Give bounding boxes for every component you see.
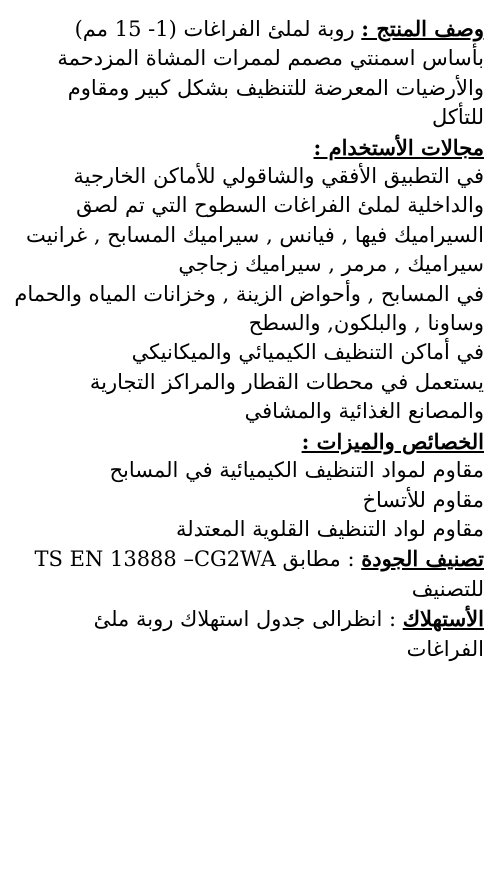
quality-heading: تصنيف الجودة	[361, 546, 484, 572]
usage-paragraph: في المسابح , وأحواض الزينة , وخزانات المياه والحمام وساونا , والبلكون, والسطح	[14, 281, 484, 336]
usage-paragraph: يستعمل في محطات القطار والمراكز التجارية والمصانع الغذائية والمشافي	[89, 369, 484, 424]
quality-suffix: للتصنيف	[411, 576, 484, 601]
usage-paragraph: في أماكن التنظيف الكيميائي والميكانيكي	[131, 340, 484, 365]
usage-heading: مجالات الأستخدام :	[313, 134, 484, 160]
description-paragraph	[14, 14, 484, 133]
quality-standard: TS EN 13888 –CG2WA	[34, 547, 276, 572]
consumption-text: : انظرالى جدول استهلاك روبة ملئ الفراغات	[93, 607, 484, 661]
quality-prefix: : مطابق	[275, 547, 362, 572]
consumption-paragraph	[14, 604, 484, 664]
feature-item: مقاوم لواد التنظيف القلوية المعتدلة	[175, 516, 484, 541]
usage-paragraph: في التطبيق الأفقي والشاقولي للأماكن الخارجية والداخلية لملئ الفراغات السطوح التي تم لصق السيراميك فيها , فيانس , سيراميك المسابح , غرانيت سيراميك , مرمر , سيراميك زجاجي	[25, 164, 484, 277]
consumption-heading: الأستهلاك	[402, 606, 484, 632]
feature-item: مقاوم للأتساخ	[362, 487, 484, 512]
description-text: روبة لملئ الفراغات (1- 15 مم) بأساس اسمنتي مصمم لممرات المشاة المزدحمة والأرضيات المعرضة للتنظيف بشكل كبير ومقاوم للتأكل	[57, 17, 484, 130]
feature-item: مقاوم لمواد التنظيف الكيميائية في المسابح	[109, 458, 484, 483]
description-heading: وصف المنتج :	[361, 16, 484, 41]
quality-paragraph	[14, 544, 484, 604]
features-heading: الخصائص والميزات :	[301, 428, 484, 454]
